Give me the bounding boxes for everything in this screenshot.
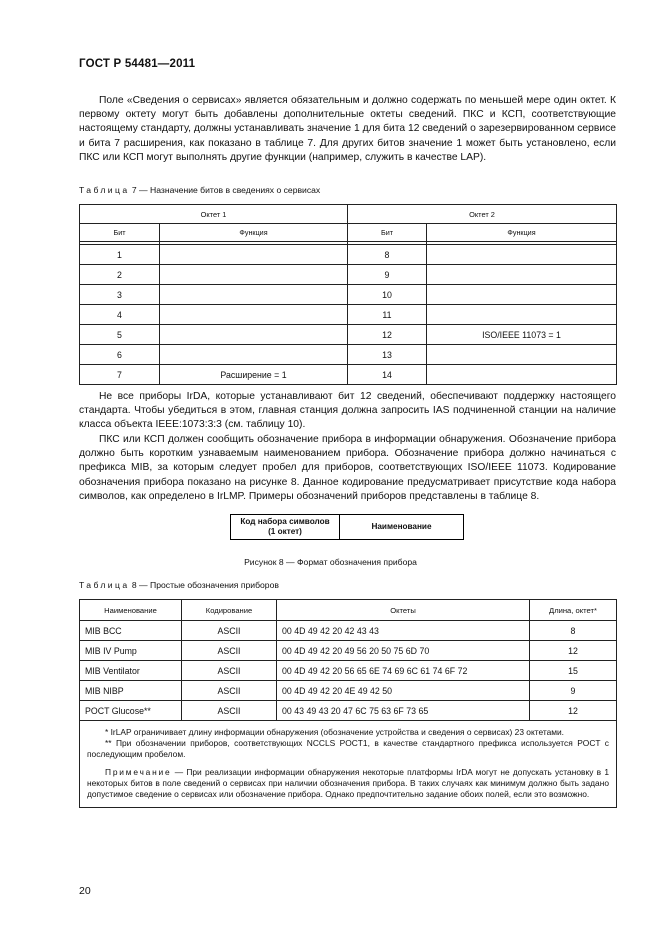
table7-col-bit: Бит [348,224,427,242]
table8-cell: 00 4D 49 42 20 42 43 43 [277,621,530,641]
table7-caption [79,185,320,195]
table7-cell: 12 [348,325,427,345]
table8-cell: 00 43 49 43 20 47 6C 75 63 6F 73 65 [277,701,530,721]
table8-cell: MIB BCC [80,621,182,641]
table8-cell: 00 4D 49 42 20 4E 49 42 50 [277,681,530,701]
page-number: 20 [79,885,91,897]
figure8-name-cell: Наименование [371,522,432,531]
table-row [80,245,617,265]
table7-cell [160,285,348,305]
table7-cell [160,305,348,325]
table7-cell: 10 [348,285,427,305]
figure8-caption: Рисунок 8 — Формат обозначения прибора [244,557,417,567]
table7-cell: Расширение = 1 [160,365,348,385]
figure8-charset-label: Код набора символов [240,517,330,526]
table7-cell: 2 [80,265,160,285]
table8-cell: 00 4D 49 42 20 56 65 6E 74 69 6C 61 74 6F 72 [277,661,530,681]
table8-cell: ASCII [182,681,277,701]
table7-octet2-header: Октет 2 [348,205,617,224]
table8-caption-word: Таблица [79,580,130,590]
table8-cell: 9 [530,681,617,701]
table7-cell [427,305,617,325]
table-row [80,325,617,345]
table8-col-octets: Октеты [277,600,530,621]
table8-footnote-2: ** При обозначении приборов, соответствующих NCCLS POCT1, в качестве стандартного префикса используется POCT с последующим пробелом. [87,738,609,760]
table7-cell: 4 [80,305,160,325]
table8-note [87,767,609,801]
table8-caption-text: 8 — Простые обозначения приборов [129,580,279,590]
table8-cell: MIB Ventilator [80,661,182,681]
table7-cell: 14 [348,365,427,385]
table7-cell [427,285,617,305]
table-row [80,621,617,641]
table-row [80,661,617,681]
paragraph-service-info: Поле «Сведения о сервисах» является обязательным и должно содержать по меньшей мере один октет. К первому октету могут быть добавлены дополнительные октеты сведений. ПКС и КСП, соответствующие настоящему стандарту, должны устанавливать значение 1 для бита 12 сведений о зарезервированном сервисе и бита 7 расширения, как показано в таблице 7. Для других битов значение 1 может быть установлено, если ПКС или КСП могут выполнять другие функции (например, служить в качестве LAP). [79,95,616,163]
table7-octet1-header: Октет 1 [80,205,348,224]
table7-col-function: Функция [160,224,348,242]
table7-cell: 3 [80,285,160,305]
table8-device-names [79,599,617,808]
table7-bits [79,204,617,385]
table7-caption-text: 7 — Назначение битов в сведениях о сервисах [129,185,321,195]
table8-cell: 12 [530,701,617,721]
table7-cell [160,245,348,265]
table8-footnote-1: * IrLAP ограничивает длину информации обнаружения (обозначение устройства и сведения о сервисах) 23 октетами. [105,727,565,737]
table8-note-text: — При реализации информации обнаружения некоторые платформы IrDA могут не допускать установку в 1 некоторых битов в поле сведений о сервисах при наличии обозначения прибора. В таких случаях как минимум должно быть задано допустимое сведение о сервисах или обозначение прибора. Однако предпочтительно задание обоих полей, если это возможно. [87,766,609,800]
table7-caption-word: Таблица [79,185,130,195]
table-row [80,305,617,325]
table8-cell: MIB IV Pump [80,641,182,661]
table7-cell: 9 [348,265,427,285]
table8-col-name: Наименование [80,600,182,621]
table-row [80,701,617,721]
standard-header: ГОСТ Р 54481—2011 [79,58,196,70]
table8-cell: POCT Glucose** [80,701,182,721]
table8-caption [79,580,279,590]
table-row [80,345,617,365]
figure8-format-box [230,514,464,540]
table8-col-encoding: Кодирование [182,600,277,621]
table7-cell [427,365,617,385]
table7-cell: 13 [348,345,427,365]
table-row [80,265,617,285]
table8-note-label: Примечание [105,766,172,777]
table-row [80,641,617,661]
table7-cell: 6 [80,345,160,365]
table8-cell: ASCII [182,661,277,681]
table7-cell [427,265,617,285]
figure8-charset-cell [231,515,340,539]
table8-cell: ASCII [182,701,277,721]
table7-col-bit: Бит [80,224,160,242]
table7-cell [427,345,617,365]
table7-col-function: Функция [427,224,617,242]
table8-notes [80,721,617,808]
table7-cell: ISO/IEEE 11073 = 1 [427,325,617,345]
table-row [80,681,617,701]
table7-cell [427,245,617,265]
table8-col-length: Длина, октет* [530,600,617,621]
table-row [80,365,617,385]
table7-cell: 5 [80,325,160,345]
table7-cell: 1 [80,245,160,265]
table8-cell: 00 4D 49 42 20 49 56 20 50 75 6D 70 [277,641,530,661]
table7-cell [160,325,348,345]
table8-cell: ASCII [182,641,277,661]
table8-cell: MIB NIBP [80,681,182,701]
table8-cell: 15 [530,661,617,681]
table7-cell [160,345,348,365]
table8-cell: 8 [530,621,617,641]
table7-cell: 11 [348,305,427,325]
paragraph-device-designation: ПКС или КСП должен сообщить обозначение прибора в информации обнаружения. Обозначение прибора должно быть коротким узнаваемым наименованием прибора. Обозначение прибора должно начинаться с префикса MIB, за которым следует пробел для приборов, соответствующих ISO/IEEE 11073. Кодирование обозначения прибора показано на рисунке 8. Данное кодирование предусматривает присутствие кода набора символов, как определено в IrLMP. Примеры обозначений приборов представлены в таблице 8. [79,434,616,502]
figure8-charset-sublabel: (1 октет) [268,527,302,536]
table7-cell [160,265,348,285]
paragraph-irda-note: Не все приборы IrDA, которые устанавливают бит 12 сведений, обеспечивают поддержку настоящего стандарта. Чтобы убедиться в этом, главная станция должна запросить IAS подчиненной станции на наличие класса объекта IEEE:1073:3:3 (см. таблицу 10). [79,391,616,431]
table8-cell: ASCII [182,621,277,641]
table7-cell: 7 [80,365,160,385]
table-row [80,285,617,305]
table8-cell: 12 [530,641,617,661]
table7-cell: 8 [348,245,427,265]
